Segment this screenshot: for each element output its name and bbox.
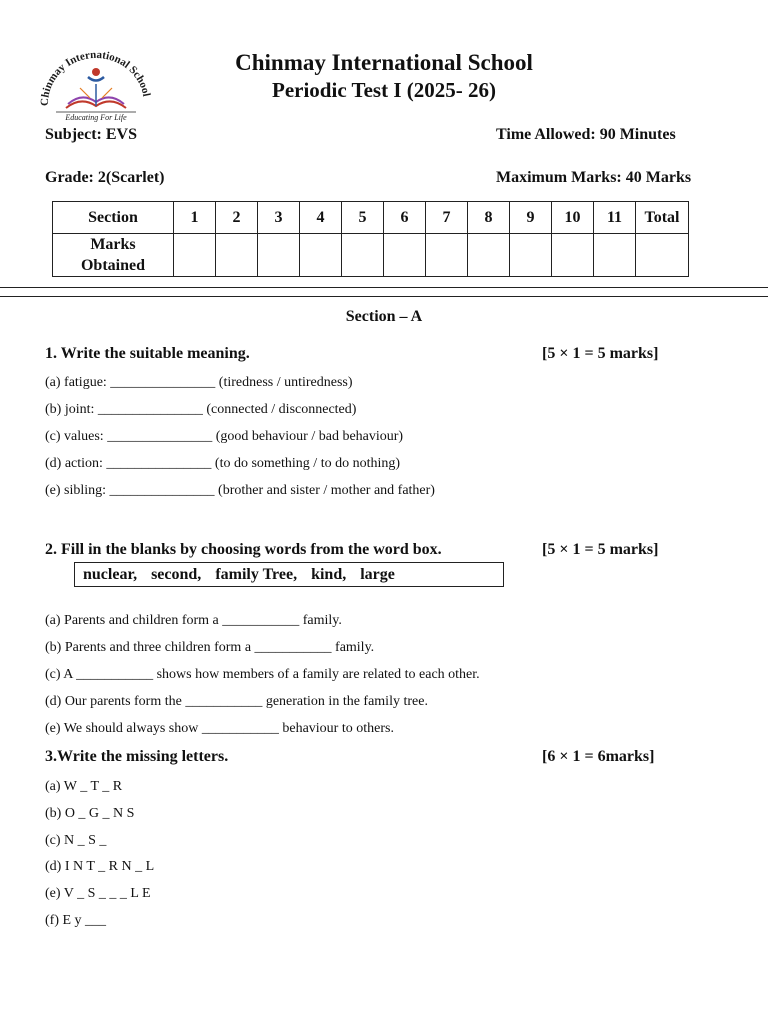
q2-marks: [5 × 1 = 5 marks] bbox=[542, 541, 659, 558]
section-col-total: Total bbox=[636, 202, 689, 234]
grade: Grade: 2(Scarlet) bbox=[45, 169, 165, 186]
marks-cell-9[interactable] bbox=[510, 234, 552, 277]
divider-line-top bbox=[0, 287, 768, 288]
marks-label-line2: Obtained bbox=[80, 257, 145, 274]
logo-arc-text: Chinmay International School bbox=[38, 48, 153, 107]
q1-item-a: (a) fatigue: _______________ (tiredness / untiredness) bbox=[45, 375, 353, 390]
marks-cell-2[interactable] bbox=[216, 234, 258, 277]
section-col-7: 7 bbox=[426, 202, 468, 234]
section-col-2: 2 bbox=[216, 202, 258, 234]
q3-marks: [6 × 1 = 6marks] bbox=[542, 748, 655, 765]
q3-title: 3.Write the missing letters. bbox=[45, 748, 229, 765]
word-box-word: nuclear, bbox=[83, 566, 138, 583]
section-header-cell: Section bbox=[53, 202, 174, 234]
marks-cell-5[interactable] bbox=[342, 234, 384, 277]
section-col-1: 1 bbox=[174, 202, 216, 234]
q3-item-f: (f) E y ___ bbox=[45, 913, 107, 928]
marks-cell-6[interactable] bbox=[384, 234, 426, 277]
marks-cell-10[interactable] bbox=[552, 234, 594, 277]
marks-cell-11[interactable] bbox=[594, 234, 636, 277]
q1-title: 1. Write the suitable meaning. bbox=[45, 345, 250, 362]
subject: Subject: EVS bbox=[45, 126, 138, 143]
marks-label-line1: Marks bbox=[90, 236, 136, 253]
q1-marks: [5 × 1 = 5 marks] bbox=[542, 345, 659, 362]
word-box-word: large bbox=[360, 566, 395, 583]
section-col-8: 8 bbox=[468, 202, 510, 234]
marks-cell-1[interactable] bbox=[174, 234, 216, 277]
time-allowed: Time Allowed: 90 Minutes bbox=[496, 126, 676, 143]
marks-cell-8[interactable] bbox=[468, 234, 510, 277]
q2-item-e: (e) We should always show ___________ behaviour to others. bbox=[45, 721, 394, 736]
school-name: Chinmay International School bbox=[235, 50, 533, 75]
section-col-3: 3 bbox=[258, 202, 300, 234]
marks-cell-7[interactable] bbox=[426, 234, 468, 277]
q1-item-b: (b) joint: _______________ (connected / disconnected) bbox=[45, 402, 357, 417]
marks-cell-4[interactable] bbox=[300, 234, 342, 277]
test-title: Periodic Test I (2025- 26) bbox=[272, 78, 496, 102]
table-row bbox=[53, 234, 689, 277]
q1-item-e: (e) sibling: _______________ (brother and sister / mother and father) bbox=[45, 483, 435, 498]
marks-cell-total[interactable] bbox=[636, 234, 689, 277]
q2-item-c: (c) A ___________ shows how members of a family are related to each other. bbox=[45, 667, 480, 682]
section-a-title: Section – A bbox=[345, 308, 423, 325]
maximum-marks: Maximum Marks: 40 Marks bbox=[496, 169, 692, 186]
section-col-6: 6 bbox=[384, 202, 426, 234]
q2-item-a: (a) Parents and children form a ___________ family. bbox=[45, 613, 342, 628]
q2-item-b: (b) Parents and three children form a ___________ family. bbox=[45, 640, 375, 655]
q3-item-e: (e) V _ S _ _ _ L E bbox=[45, 886, 151, 901]
section-col-5: 5 bbox=[342, 202, 384, 234]
section-col-4: 4 bbox=[300, 202, 342, 234]
section-col-9: 9 bbox=[510, 202, 552, 234]
q1-item-d: (d) action: _______________ (to do something / to do nothing) bbox=[45, 456, 401, 471]
word-box-word: kind, bbox=[311, 566, 347, 583]
q3-item-a: (a) W _ T _ R bbox=[45, 779, 123, 794]
section-col-10: 10 bbox=[552, 202, 594, 234]
q3-item-c: (c) N _ S _ bbox=[45, 833, 107, 848]
word-box bbox=[74, 562, 504, 587]
q1-item-c: (c) values: _______________ (good behaviour / bad behaviour) bbox=[45, 429, 404, 444]
word-box-word: second, bbox=[151, 566, 202, 583]
marks-cell-3[interactable] bbox=[258, 234, 300, 277]
logo-tagline: Educating For Life bbox=[65, 113, 127, 122]
q2-title: 2. Fill in the blanks by choosing words from the word box. bbox=[45, 541, 442, 558]
q2-item-d: (d) Our parents form the ___________ generation in the family tree. bbox=[45, 694, 428, 709]
divider-line-bottom bbox=[0, 296, 768, 297]
marks-table bbox=[52, 201, 689, 277]
table-row bbox=[53, 202, 689, 234]
q3-item-b: (b) O _ G _ N S bbox=[45, 806, 135, 821]
word-box-word: family Tree, bbox=[215, 566, 298, 583]
q3-item-d: (d) I N T _ R N _ L bbox=[45, 859, 155, 874]
section-col-11: 11 bbox=[594, 202, 636, 234]
marks-obtained-cell bbox=[53, 234, 174, 277]
